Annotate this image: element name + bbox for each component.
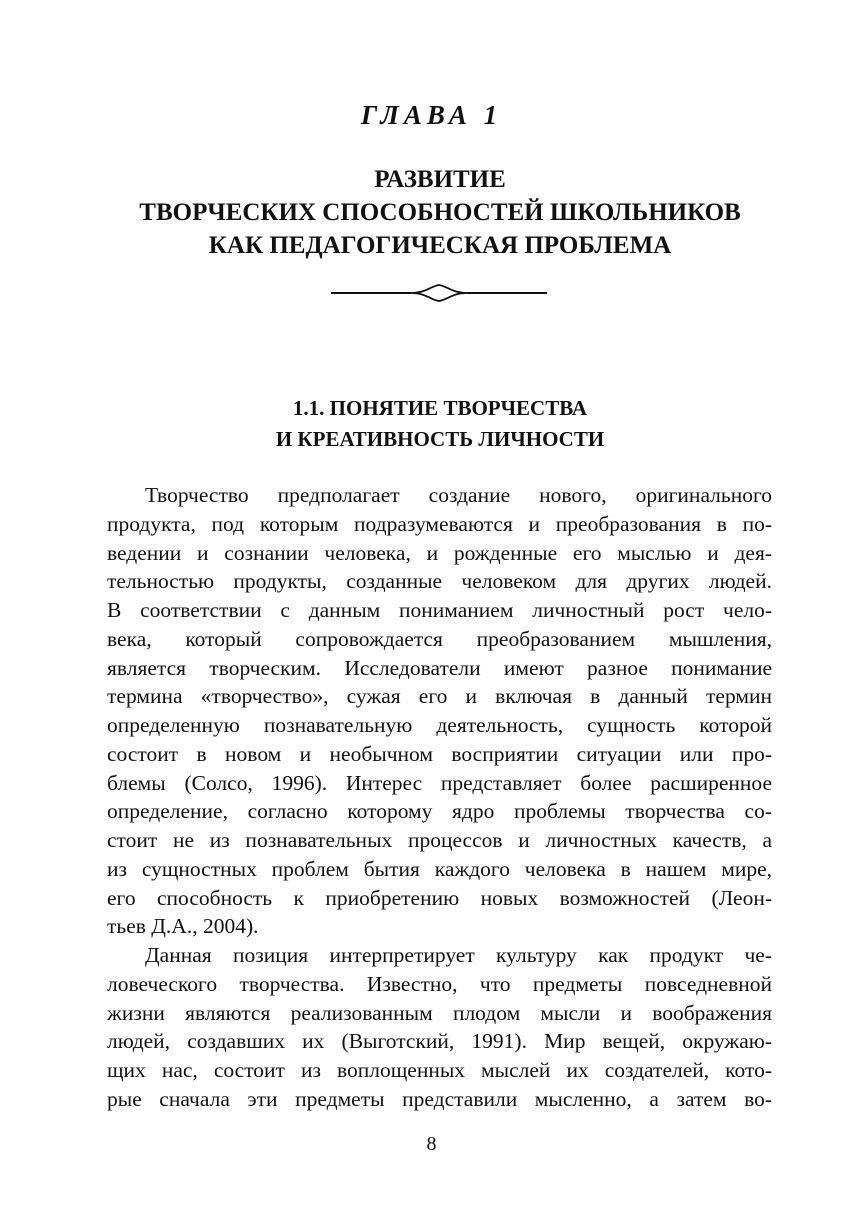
chapter-label: ГЛАВА 1 [360,100,503,130]
text-line: рые сначала эти предметы представили мысленно, а затем во- [107,1086,772,1111]
chapter-title [60,163,820,262]
text-line: состоит в новом и необычном восприятии ситуации или про- [107,741,772,766]
chapter-title-line: КАК ПЕДАГОГИЧЕСКАЯ ПРОБЛЕМА [208,232,672,259]
chapter-title-line: РАЗВИТИЕ [374,166,506,193]
text-line: определение, согласно которому ядро проблемы творчества со- [107,799,772,824]
text-line: является творческим. Исследователи имеют разное понимание [107,655,772,680]
text-line: В соответствии с данным пониманием личностный рост чело- [107,598,772,622]
text-line: Данная позиция интерпретирует культуру как продукт че- [145,943,772,967]
text-line: Творчество предполагает создание нового, оригинального [145,483,772,507]
body-text [107,481,772,1114]
text-line: определенную познавательную деятельность, сущность которой [107,713,772,737]
section-title-line: И КРЕАТИВНОСТЬ ЛИЧНОСТИ [275,427,605,451]
chapter-title-line: ТВОРЧЕСКИХ СПОСОБНОСТЕЙ ШКОЛЬНИКОВ [139,199,741,226]
text-line: века, который сопровождается преобразованием мышления, [107,626,772,651]
text-line: ведении и сознании человека, и рожденные его мыслью и дея- [107,540,772,565]
text-line: его способность к приобретению новых возможностей (Леон- [107,885,772,910]
text-line: щих нас, состоит из воплощенных мыслей их создателей, кото- [107,1058,772,1082]
section-title-line: 1.1. ПОНЯТИЕ ТВОРЧЕСТВА [292,396,588,420]
text-line: тельностью продукты, созданные человеком для других людей. [107,569,772,594]
text-line: блемы (Солсо, 1996). Интерес представляет более расширенное [107,770,772,795]
paragraph [107,941,772,1114]
text-line: продукта, под которым подразумеваются и преобразования в по- [107,511,772,536]
text-line: жизни являются реализованным плодом мысли и воображения [107,1000,772,1025]
section-title [100,393,780,455]
text-line: термина «творчество», сужая его и включая в данный термин [107,684,772,709]
text-line: из сущностных проблем бытия каждого человека в нашем мире, [107,856,772,881]
text-line: тьев Д.А., 2004). [107,914,259,939]
ornament-diamond-icon [411,285,467,301]
text-line: ловеческого творчества. Известно, что предметы повседневной [107,971,772,996]
text-line: стоит не из познавательных процессов и личностных качеств, а [107,828,772,852]
text-line: людей, создавших их (Выготский, 1991). Мир вещей, окружаю- [107,1029,772,1054]
page-number: 8 [426,1133,437,1155]
paragraph [107,481,772,941]
ornament-divider [331,280,547,306]
